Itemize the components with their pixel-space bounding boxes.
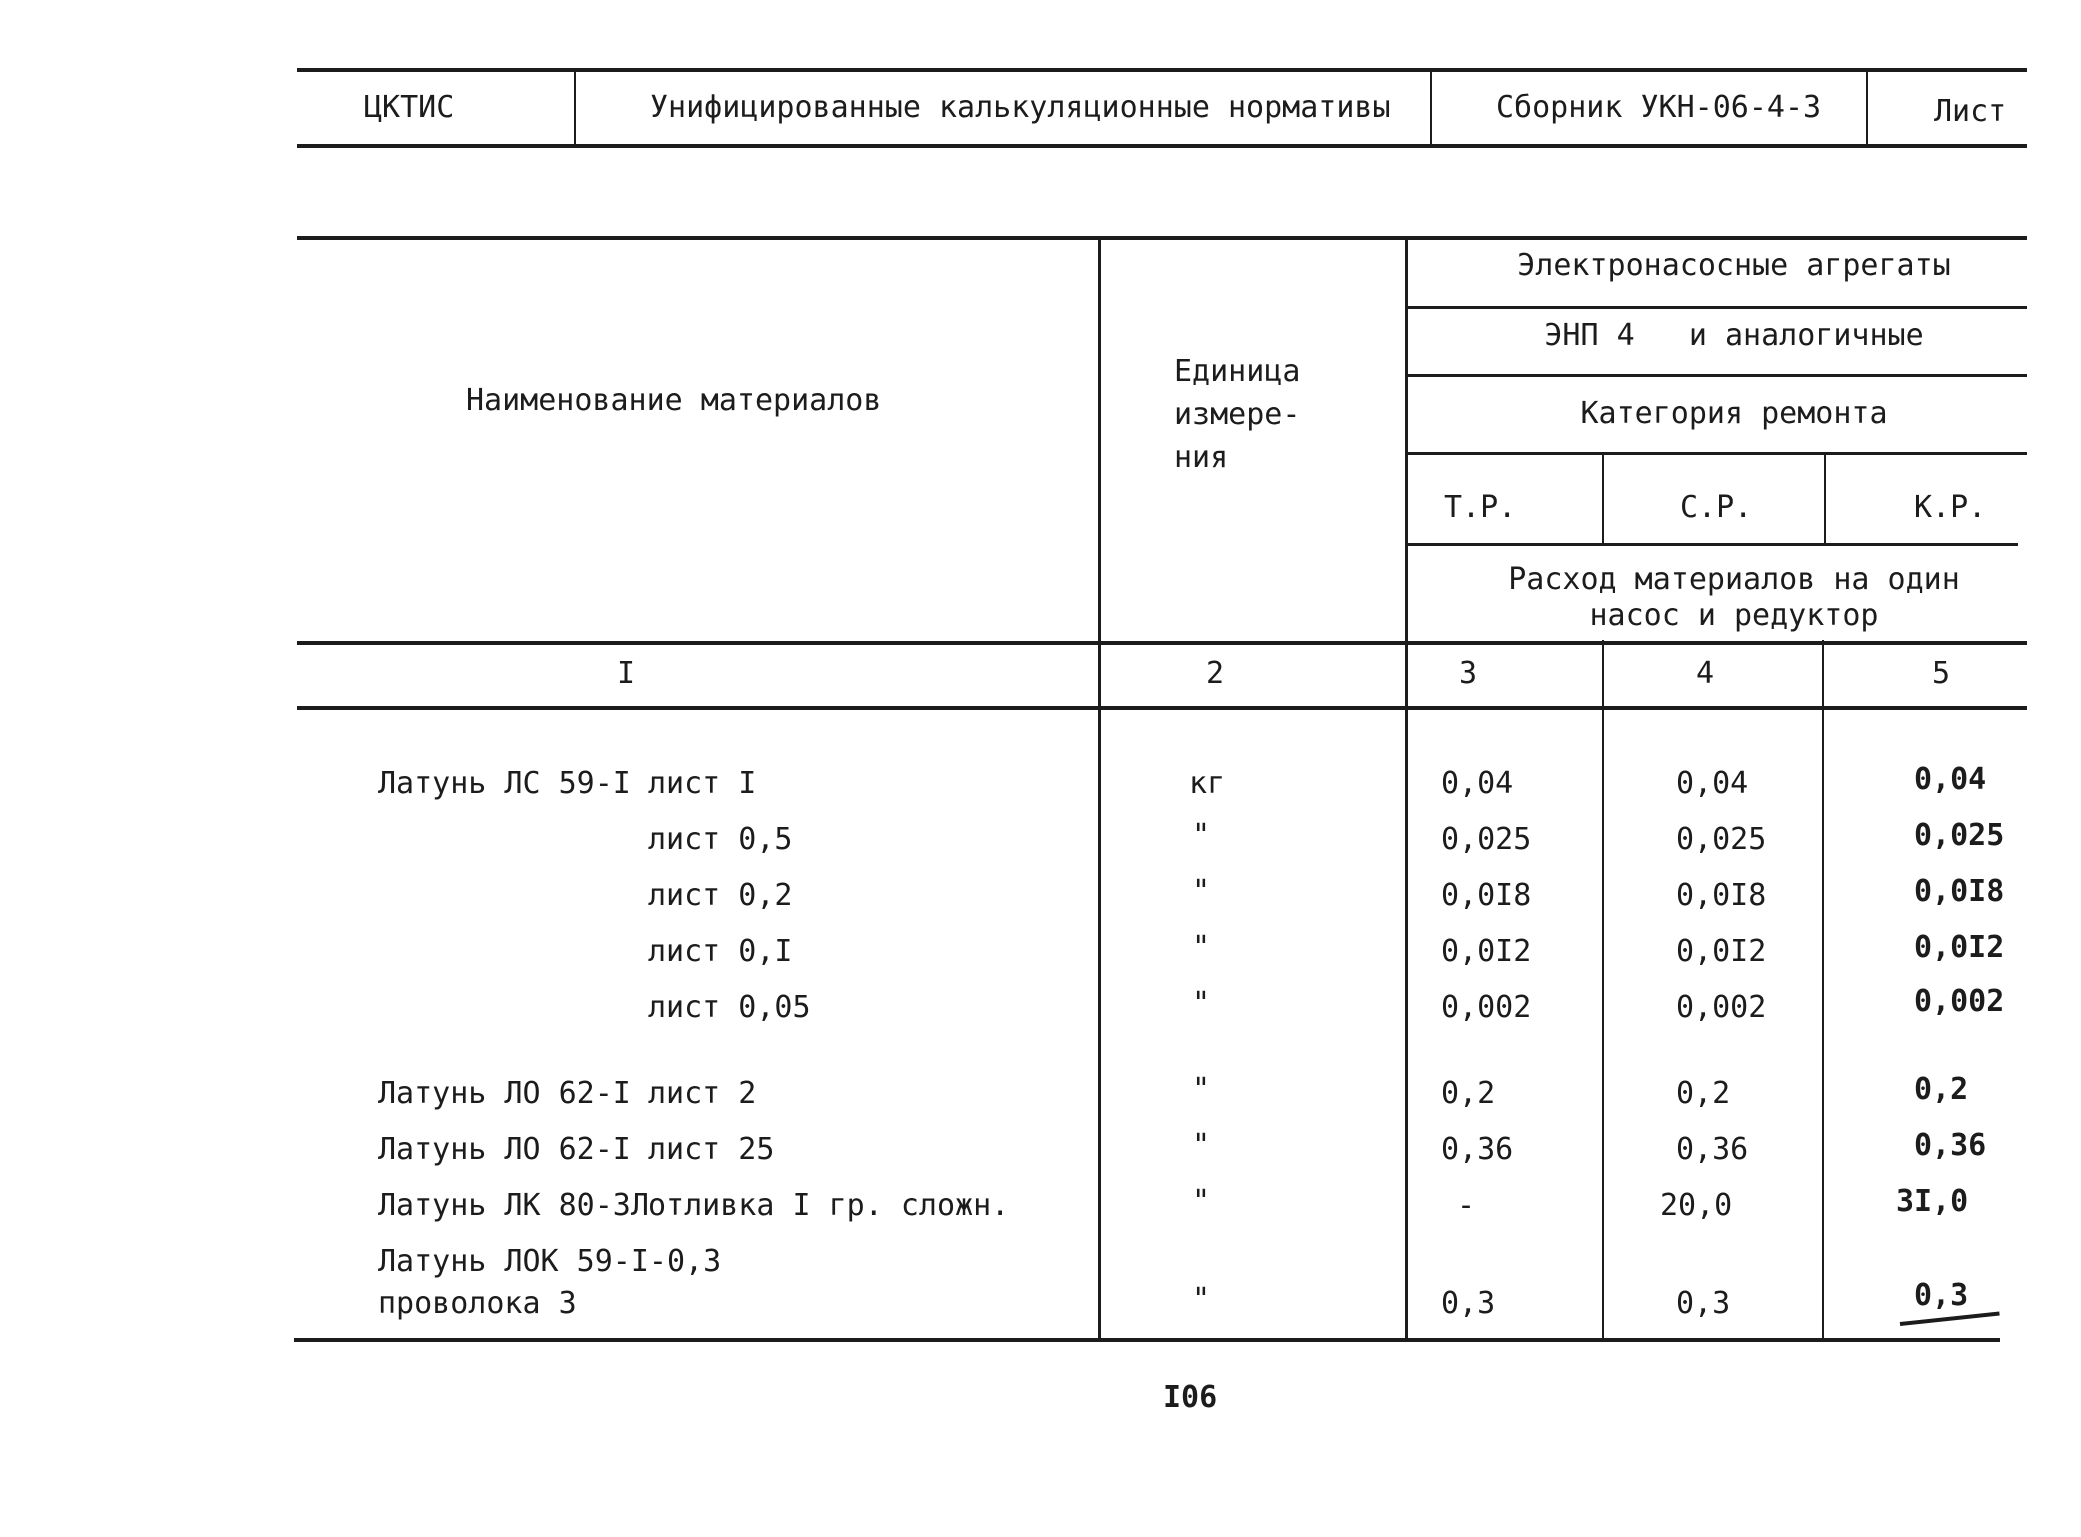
- group-header: Электронасосные агрегаты: [1517, 248, 1951, 283]
- category-kr: К.Р.: [1914, 490, 1987, 525]
- row-name: Латунь ЛОК 59-I-0,3: [378, 1244, 722, 1279]
- row-sr: 0,3: [1676, 1286, 1731, 1321]
- row-unit: ": [1192, 874, 1211, 909]
- category-sr: С.Р.: [1680, 490, 1753, 525]
- rule-under-category: [1408, 452, 2027, 455]
- col-divider-1: [1098, 240, 1101, 1340]
- table-top-rule: [297, 236, 2027, 240]
- row-spec: лист 0,5: [648, 822, 793, 857]
- row-kr: 0,2: [1914, 1072, 1969, 1107]
- colnum-3: 3: [1459, 656, 1478, 691]
- row-unit: ": [1192, 986, 1211, 1021]
- row-kr: 0,0I8: [1914, 874, 2005, 909]
- row-tr: 0,0I2: [1441, 934, 1532, 969]
- row-unit: ": [1192, 930, 1211, 965]
- row-spec: лист 2: [648, 1076, 757, 1111]
- row-sr: 0,04: [1676, 766, 1749, 801]
- col-divider-3b: [1602, 640, 1604, 1340]
- row-tr: 0,025: [1441, 822, 1532, 857]
- row-sr: 0,2: [1676, 1076, 1731, 1111]
- row-kr: 0,04: [1914, 762, 1987, 797]
- row-name: Латунь ЛС 59-I: [378, 766, 631, 801]
- row-sr: 0,36: [1676, 1132, 1749, 1167]
- row-sr: 0,0I2: [1676, 934, 1767, 969]
- col1-header: Наименование материалов: [466, 383, 882, 418]
- rule-above-colnums: [297, 641, 2027, 645]
- header-org: ЦКТИС: [364, 90, 455, 125]
- row-tr: 0,3: [1441, 1286, 1496, 1321]
- row-tr: 0,002: [1441, 990, 1532, 1025]
- category-header: Категория ремонта: [1580, 396, 1888, 431]
- colnum-2: 2: [1206, 656, 1225, 691]
- row-sr: 0,0I8: [1676, 878, 1767, 913]
- row-unit: ": [1192, 1128, 1211, 1163]
- row-kr: 0,0I2: [1914, 930, 2005, 965]
- header-top-rule: [297, 68, 2027, 72]
- colnum-1: I: [617, 656, 636, 691]
- row-sr: 20,0: [1660, 1188, 1733, 1223]
- header-title: Унифицированные калькуляционные нормативы: [650, 90, 1391, 125]
- row-unit: кг: [1189, 766, 1226, 801]
- col-divider-4: [1824, 455, 1826, 545]
- col2-header-line2: измере-: [1174, 397, 1301, 432]
- row-unit: ": [1192, 818, 1211, 853]
- row-sr: 0,002: [1676, 990, 1767, 1025]
- row-unit: ": [1192, 1184, 1211, 1219]
- header-divider-3: [1866, 72, 1868, 144]
- header-bottom-rule: [297, 144, 2027, 148]
- row-kr: 0,002: [1914, 984, 2005, 1019]
- row-tr: 0,2: [1441, 1076, 1496, 1111]
- header-sheet-label: Лист: [1934, 94, 2007, 129]
- rule-under-group: [1408, 306, 2027, 309]
- rule-below-colnums: [297, 706, 2027, 710]
- row-tr: 0,04: [1441, 766, 1514, 801]
- row-kr: 0,36: [1914, 1128, 1987, 1163]
- row-kr: 0,025: [1914, 818, 2005, 853]
- row-sr: 0,025: [1676, 822, 1767, 857]
- row-tr: -: [1457, 1188, 1476, 1223]
- header-divider-1: [574, 72, 576, 144]
- category-tr: Т.Р.: [1444, 490, 1517, 525]
- row-spec: лист I: [648, 766, 757, 801]
- rule-under-model: [1408, 374, 2027, 377]
- row-unit: ": [1192, 1072, 1211, 1107]
- col2-header-line3: ния: [1174, 440, 1229, 475]
- row-name: Латунь ЛК 80-3Л: [378, 1188, 649, 1223]
- table-bottom-rule: [294, 1338, 2000, 1342]
- model-header: ЭНП 4 и аналогичные: [1544, 318, 1924, 353]
- row-kr: 3I,0: [1896, 1184, 1969, 1219]
- row-name: Латунь ЛО 62-I: [378, 1076, 631, 1111]
- row-name-line2: проволока 3: [378, 1286, 577, 1321]
- rule-under-codes: [1408, 543, 2018, 546]
- consumption-header-line2: насос и редуктор: [1589, 598, 1879, 633]
- colnum-4: 4: [1696, 656, 1715, 691]
- col-divider-4b: [1822, 640, 1824, 1340]
- row-spec: отливка I гр. сложн.: [648, 1188, 1010, 1223]
- row-tr: 0,36: [1441, 1132, 1514, 1167]
- consumption-header-line1: Расход материалов на один: [1508, 562, 1960, 597]
- row-spec: лист 0,05: [648, 990, 811, 1025]
- row-unit: ": [1192, 1282, 1211, 1317]
- row-kr: 0,3: [1914, 1278, 1969, 1313]
- row-spec: лист 25: [648, 1132, 775, 1167]
- row-name: Латунь ЛО 62-I: [378, 1132, 631, 1167]
- row-spec: лист 0,2: [648, 878, 793, 913]
- page-number: I06: [1163, 1380, 1218, 1415]
- row-spec: лист 0,I: [648, 934, 793, 969]
- col-divider-3: [1602, 455, 1604, 545]
- table-bottom-rule-tail: [1900, 1312, 2000, 1326]
- header-collection: Сборник УКН-06-4-3: [1496, 90, 1822, 125]
- col2-header-line1: Единица: [1174, 354, 1301, 389]
- colnum-5: 5: [1932, 656, 1951, 691]
- header-divider-2: [1430, 72, 1432, 144]
- row-tr: 0,0I8: [1441, 878, 1532, 913]
